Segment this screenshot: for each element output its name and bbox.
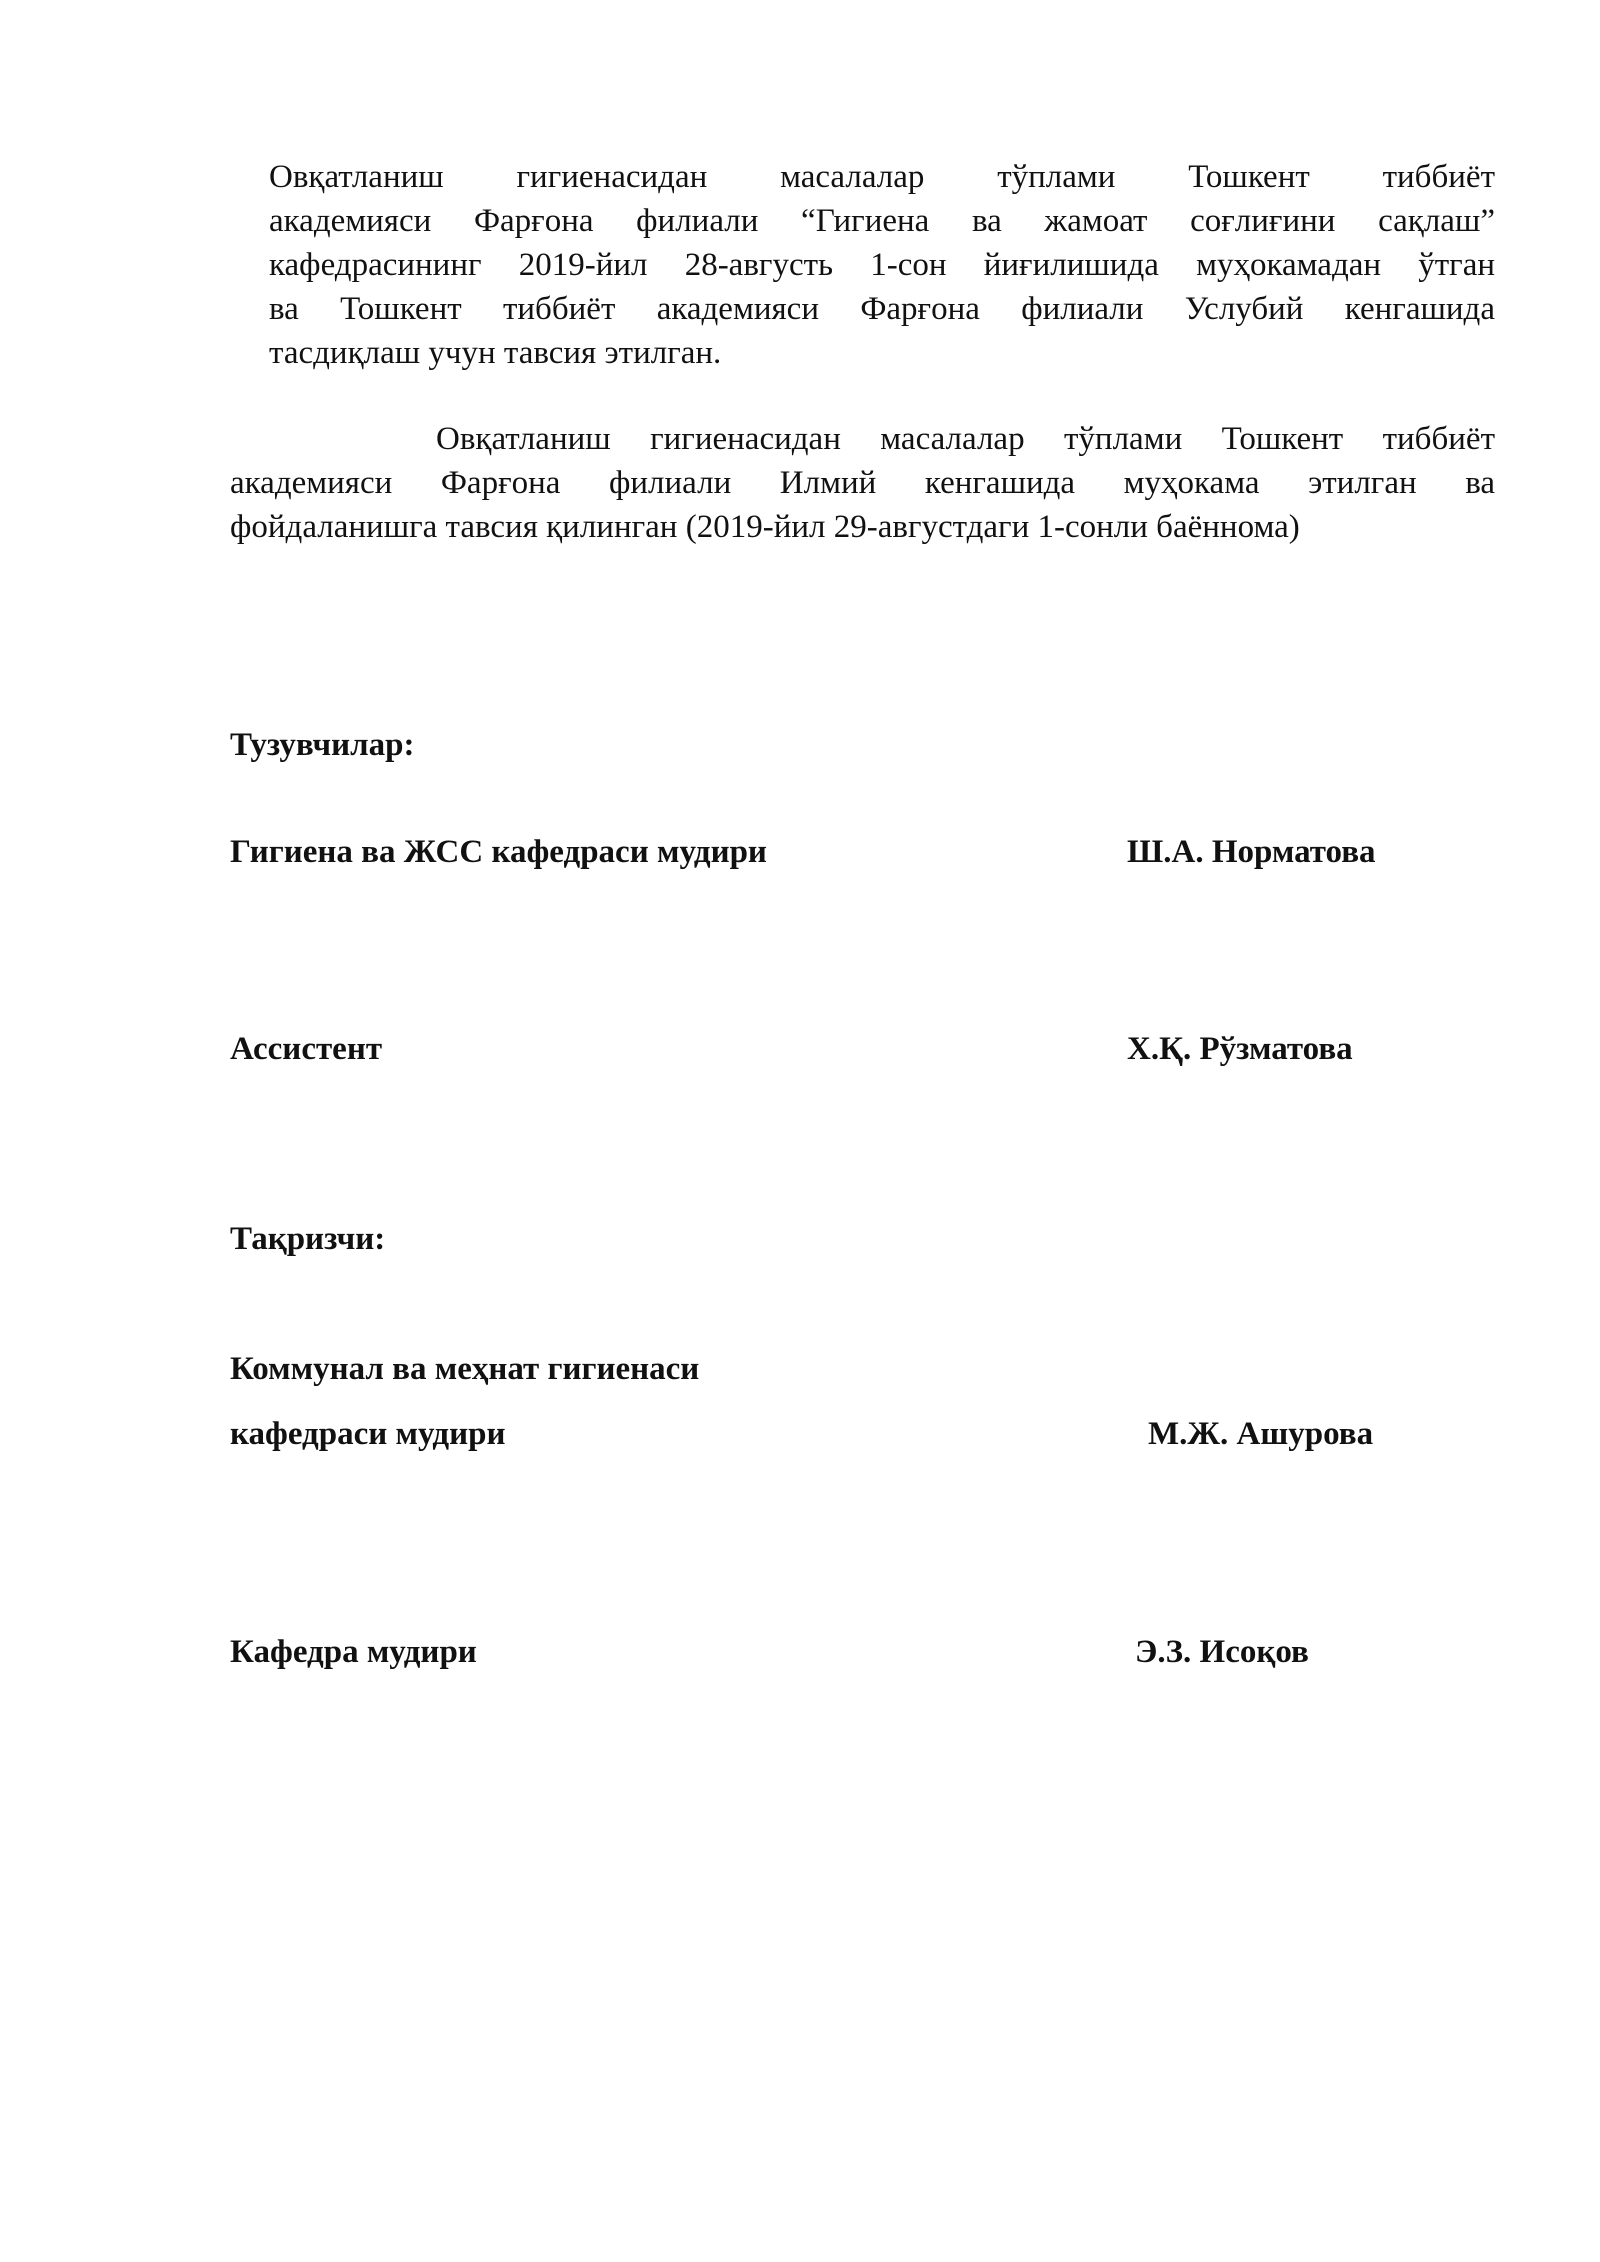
compiler-name: Ш.А. Норматова [1127, 834, 1376, 870]
approval-paragraph-scientific-council [230, 417, 1495, 549]
paragraph-line: фойдаланишга тавсия қилинган (2019-йил 29-августдаги 1-сонли баённома) [230, 509, 1300, 545]
paragraph-line: Овқатланиш гигиенасидан масалалар тўплами Тошкент тиббиёт [436, 421, 1495, 457]
reviewer-role: Коммунал ва меҳнат гигиенаси [230, 1351, 700, 1387]
reviewer-heading: Тақризчи: [230, 1221, 386, 1257]
head-of-department-name: Э.З. Исоқов [1135, 1634, 1309, 1670]
paragraph-line: тасдиқлаш учун тавсия этилган. [269, 335, 722, 371]
compilers-heading: Тузувчилар: [230, 727, 415, 763]
reviewer-role: кафедраси мудири [230, 1416, 506, 1452]
compiler-name: Х.Қ. Рўзматова [1127, 1031, 1353, 1067]
paragraph-line: кафедрасининг 2019-йил 28-августь 1-сон йиғилишида муҳокамадан ўтган [269, 247, 1495, 283]
compiler-role: Гигиена ва ЖСС кафедраси мудири [230, 834, 767, 870]
paragraph-line: академияси Фарғона филиали Илмий кенгашида муҳокама этилган ва [230, 465, 1495, 501]
approval-paragraph-department [269, 155, 1495, 375]
compiler-role: Ассистент [230, 1031, 383, 1067]
paragraph-line: ва Тошкент тиббиёт академияси Фарғона филиали Услубий кенгашида [269, 291, 1495, 327]
head-of-department-role: Кафедра мудири [230, 1634, 477, 1670]
reviewer-name: М.Ж. Ашурова [1148, 1416, 1374, 1452]
paragraph-line: академияси Фарғона филиали “Гигиена ва жамоат соғлиғини сақлаш” [269, 203, 1495, 239]
paragraph-line: Овқатланиш гигиенасидан масалалар тўплами Тошкент тиббиёт [269, 159, 1495, 195]
